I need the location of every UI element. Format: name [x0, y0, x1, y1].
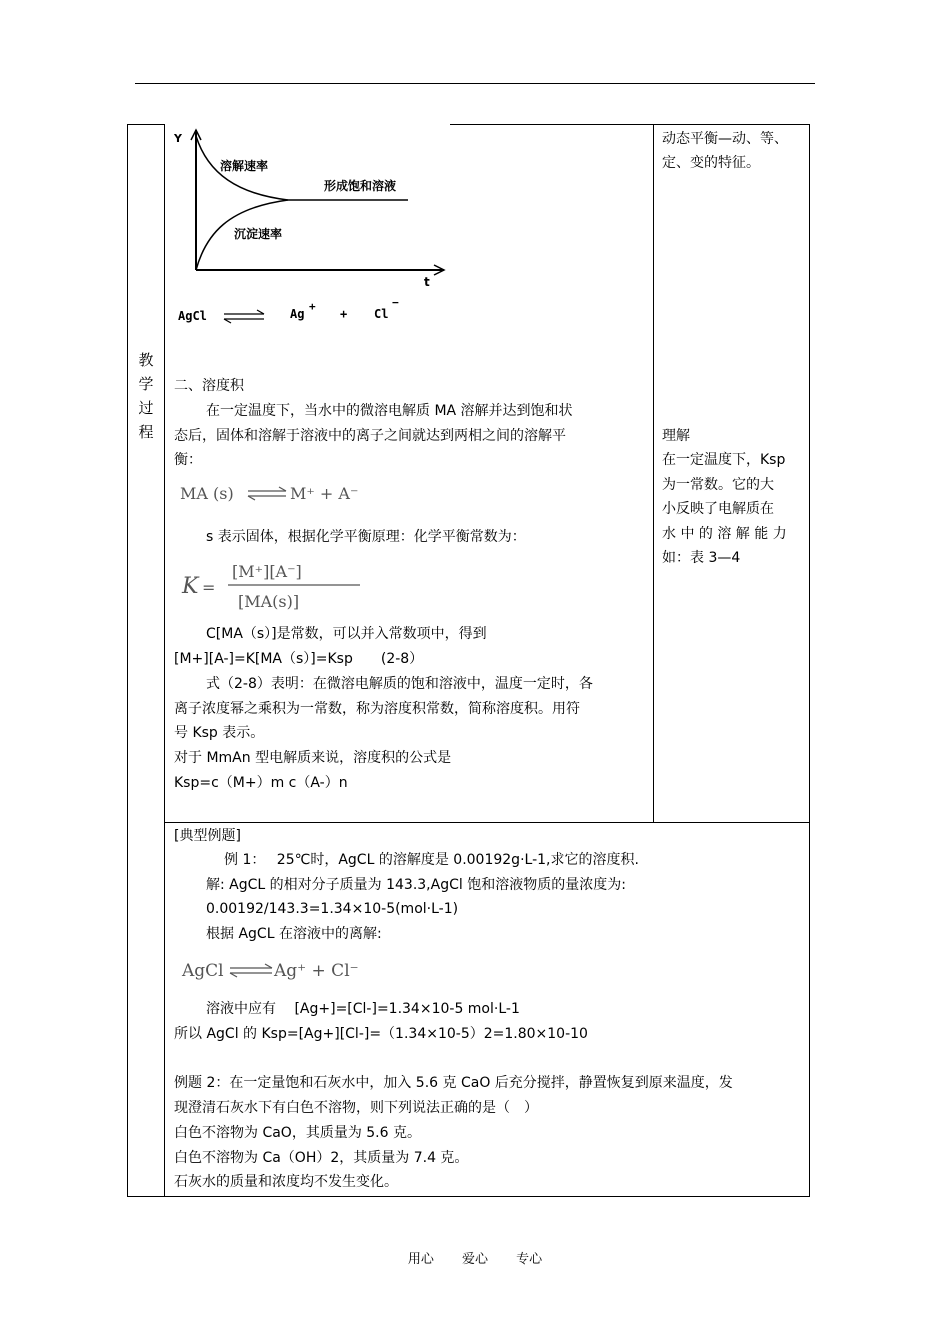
eq-plus: + — [340, 307, 348, 321]
section2-p7: Ksp=c（M+）m c（A-）n — [174, 775, 348, 791]
example1-solution-4: 溶液中应有 [Ag+]=[Cl-]=1.34×10-5 mol·L-1 — [206, 1001, 520, 1017]
equilibrium-constant-formula — [178, 555, 378, 617]
eq-cl-charge: − — [392, 296, 399, 309]
section2-p5-line2: 离子浓度幂之乘积为一常数，称为溶度积常数，简称溶度积。用符 — [174, 701, 580, 717]
example1-solution-3: 根据 AgCL 在溶液中的离解: — [206, 926, 382, 942]
table-border-col2 — [653, 124, 654, 822]
page-footer — [0, 1248, 950, 1267]
k-denominator: [MA(s)] — [238, 592, 300, 611]
precipitation-rate-label: 沉淀速率 — [234, 227, 283, 241]
dissolution-rate-graph — [168, 124, 448, 334]
saturation-label: 形成饱和溶液 — [324, 179, 397, 193]
note-understand-title: 理解 — [662, 428, 690, 444]
equation-ma-dissolution — [178, 478, 378, 508]
k-equals: = — [202, 578, 216, 597]
table-border-col1 — [164, 124, 165, 1197]
eq2-lhs: AgCl — [182, 961, 224, 981]
examples-title: [典型例题] — [174, 828, 241, 844]
section2-p5-line3: 号 Ksp 表示。 — [174, 725, 265, 741]
header-rule — [135, 83, 815, 84]
example1-solution-1: 解: AgCL 的相对分子质量为 143.3,AgCl 饱和溶液物质的量浓度为: — [206, 877, 626, 893]
side-label-char: 程 — [138, 423, 154, 441]
eq1-lhs: MA (s) — [180, 484, 234, 503]
note-ksp-explanation — [662, 448, 804, 571]
note-dynamic-equilibrium-1: 动态平衡—动、等、 — [662, 131, 788, 147]
example2-question-1: 例题 2：在一定量饱和石灰水中，加入 5.6 克 CaO 后充分搅拌，静置恢复到原来温度，发 — [174, 1075, 733, 1091]
note-ksp-line: 小反映了电解质在 — [662, 501, 774, 517]
example1-question: 例 1： 25℃时，AgCL 的溶解度是 0.00192g·L-1,求它的溶度积. — [224, 852, 639, 868]
eq-ag: Ag — [290, 307, 305, 321]
footer-item: 专心 — [516, 1252, 543, 1267]
section2-p1-line2: 态后，固体和溶解于溶液中的离子之间就达到两相之间的溶解平 — [174, 428, 566, 444]
side-label-char: 教 — [138, 351, 154, 369]
table-border-mid — [164, 822, 810, 823]
example1-solution-2: 0.00192/143.3=1.34×10-5(mol·L-1) — [206, 901, 459, 917]
note-ksp-line: 水 中 的 溶 解 能 力 — [662, 525, 787, 542]
section2-p2: s 表示固体，根据化学平衡原理：化学平衡常数为： — [206, 529, 526, 545]
section2-p1-line1: 在一定温度下，当水中的微溶电解质 MA 溶解并达到饱和状 — [206, 403, 573, 419]
eq-ag-charge: + — [309, 300, 316, 313]
footer-item: 用心 — [407, 1252, 434, 1267]
section2-p3: C[MA（s）]是常数，可以并入常数项中，得到 — [206, 626, 487, 642]
example1-solution-5: 所以 AgCl 的 Ksp=[Ag+][Cl-]=（1.34×10-5）2=1.80×10-10 — [174, 1026, 588, 1042]
example2-question-2: 现澄清石灰水下有白色不溶物，则下列说法正确的是（ ） — [174, 1100, 538, 1116]
table-border-top-a — [127, 124, 165, 125]
dissolution-rate-label: 溶解速率 — [220, 159, 269, 173]
table-border-top-b — [450, 124, 810, 125]
note-dynamic-equilibrium-2: 定、变的特征。 — [662, 155, 760, 171]
example2-option-2: 白色不溶物为 Ca（OH）2，其质量为 7.4 克。 — [174, 1150, 469, 1166]
section2-p4: [M+][A-]=K[MA（s）]=Ksp (2-8） — [174, 651, 424, 667]
equation-agcl-dissociation — [180, 954, 380, 984]
eq1-arrowhead-top — [279, 487, 286, 491]
footer-item: 爱心 — [461, 1252, 488, 1267]
eq1-arrowhead-bottom — [248, 496, 255, 500]
eq1-rhs: M⁺ + A⁻ — [290, 484, 359, 503]
k-symbol: K — [182, 574, 199, 599]
side-label-char: 学 — [138, 375, 154, 393]
side-label-teaching-process — [128, 348, 164, 444]
note-ksp-line: 为一常数。它的大 — [662, 476, 774, 493]
section2-p1-line3: 衡： — [174, 452, 202, 468]
graph-x-label: t — [424, 275, 430, 289]
side-label-char: 过 — [138, 399, 154, 417]
eq-cl: Cl — [374, 307, 389, 321]
example2-option-3: 石灰水的质量和浓度均不发生变化。 — [174, 1174, 398, 1190]
section2-p5-line1: 式（2-8）表明：在微溶电解质的饱和溶液中，温度一定时，各 — [206, 676, 593, 692]
table-border-bottom — [127, 1196, 810, 1197]
section-title-solubility-product: 二、溶度积 — [174, 378, 244, 394]
table-border-right — [809, 124, 810, 1197]
graph-y-label: Y — [174, 132, 182, 145]
table-border-left — [127, 124, 128, 1197]
section2-p6: 对于 MmAn 型电解质来说，溶度积的公式是 — [174, 750, 452, 766]
eq2-rhs: Ag⁺ + Cl⁻ — [274, 961, 359, 981]
k-numerator: [M⁺][A⁻] — [232, 562, 302, 581]
eq-reverse-arrowhead — [224, 319, 231, 323]
example2-option-1: 白色不溶物为 CaO，其质量为 5.6 克。 — [174, 1125, 421, 1141]
eq-agcl: AgCl — [178, 309, 207, 323]
note-ksp-line: 如：表 3—4 — [662, 550, 741, 566]
note-ksp-line: 在一定温度下，Ksp — [662, 452, 786, 468]
